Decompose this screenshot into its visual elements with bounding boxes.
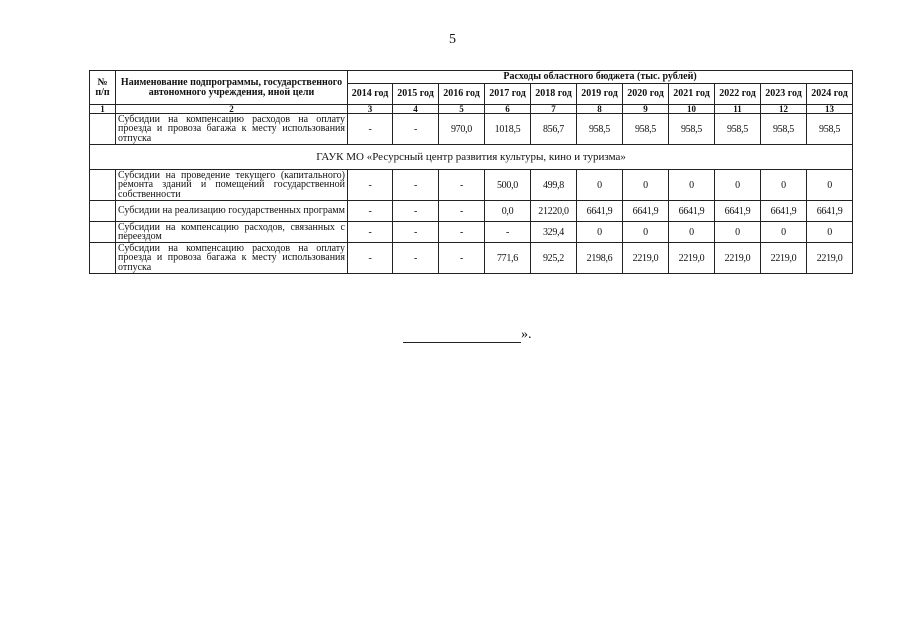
row-number [90,201,116,222]
row-value: 2219,0 [807,243,853,274]
row-value: 958,5 [669,114,715,145]
row-value: 2219,0 [761,243,807,274]
section-row [90,145,853,170]
budget-table [89,70,853,274]
column-number: 9 [623,105,669,114]
row-name: Субсидии на проведение текущего (капитального) ремонта зданий и помещений государственной собственности [116,170,348,201]
row-value: 0 [577,222,623,243]
row-value: 0 [715,170,761,201]
row-value: 0 [715,222,761,243]
header-num: № п/п [90,71,116,105]
row-value: 0 [669,222,715,243]
row-value: - [393,201,439,222]
table-row [90,243,853,274]
table-row [90,222,853,243]
row-value: 499,8 [531,170,577,201]
row-value: 6641,9 [669,201,715,222]
row-number [90,114,116,145]
row-value: 6641,9 [761,201,807,222]
header-year: 2023 год [761,84,807,105]
row-value: - [348,243,393,274]
row-value: 6641,9 [577,201,623,222]
row-value: 0,0 [485,201,531,222]
table-row [90,170,853,201]
row-value: - [439,243,485,274]
row-value: 1018,5 [485,114,531,145]
row-value: 21220,0 [531,201,577,222]
page-number: 5 [449,32,456,47]
column-number: 3 [348,105,393,114]
column-number: 1 [90,105,116,114]
closing-mark [403,327,532,343]
row-value: 0 [761,170,807,201]
row-value: 2219,0 [669,243,715,274]
column-number: 6 [485,105,531,114]
row-value: 856,7 [531,114,577,145]
row-value: - [393,170,439,201]
column-number: 2 [116,105,348,114]
header-year: 2017 год [485,84,531,105]
row-value: - [485,222,531,243]
header-year: 2018 год [531,84,577,105]
column-number: 4 [393,105,439,114]
row-number [90,222,116,243]
row-value: 329,4 [531,222,577,243]
row-value: 0 [623,222,669,243]
row-name: Субсидии на реализацию государственных программ [116,201,348,222]
row-name: Субсидии на компенсацию расходов на оплату проезда и провоза багажа к месту использования отпуска [116,243,348,274]
row-value: 0 [623,170,669,201]
row-value: - [393,243,439,274]
header-year: 2022 год [715,84,761,105]
row-value: 6641,9 [623,201,669,222]
header-year: 2014 год [348,84,393,105]
section-title: ГАУК МО «Ресурсный центр развития культуры, кино и туризма» [90,145,853,170]
row-value: - [439,170,485,201]
row-name: Субсидии на компенсацию расходов, связанных с переездом [116,222,348,243]
header-row-1 [90,71,853,84]
row-value: 0 [577,170,623,201]
row-value: 6641,9 [807,201,853,222]
row-value: - [393,222,439,243]
row-value: - [393,114,439,145]
closing-quote: ». [521,327,532,342]
row-value: 0 [761,222,807,243]
row-value: 500,0 [485,170,531,201]
row-value: 958,5 [761,114,807,145]
row-value: 2198,6 [577,243,623,274]
row-number [90,170,116,201]
column-numbers-row [90,105,853,114]
row-value: 0 [669,170,715,201]
closing-underline [403,330,521,343]
row-value: 925,2 [531,243,577,274]
row-value: 0 [807,170,853,201]
column-number: 10 [669,105,715,114]
header-year: 2015 год [393,84,439,105]
column-number: 8 [577,105,623,114]
row-value: 958,5 [623,114,669,145]
table-row [90,201,853,222]
row-value: 970,0 [439,114,485,145]
row-value: - [348,222,393,243]
column-number: 5 [439,105,485,114]
header-year: 2024 год [807,84,853,105]
row-value: 771,6 [485,243,531,274]
header-year: 2021 год [669,84,715,105]
row-value: - [439,222,485,243]
row-value: - [348,201,393,222]
table-row [90,114,853,145]
row-value: - [348,114,393,145]
row-value: 0 [807,222,853,243]
column-number: 11 [715,105,761,114]
header-name: Наименование подпрограммы, государственного автономного учреждения, иной цели [116,71,348,105]
header-year: 2019 год [577,84,623,105]
header-year: 2020 год [623,84,669,105]
row-value: 6641,9 [715,201,761,222]
column-number: 12 [761,105,807,114]
row-value: 958,5 [807,114,853,145]
row-value: 958,5 [715,114,761,145]
row-number [90,243,116,274]
row-value: - [348,170,393,201]
row-value: 2219,0 [623,243,669,274]
header-year: 2016 год [439,84,485,105]
row-value: 2219,0 [715,243,761,274]
row-name: Субсидии на компенсацию расходов на оплату проезда и провоза багажа к месту использования отпуска [116,114,348,145]
row-value: 958,5 [577,114,623,145]
column-number: 13 [807,105,853,114]
column-number: 7 [531,105,577,114]
row-value: - [439,201,485,222]
header-expenses-group: Расходы областного бюджета (тыс. рублей) [348,71,853,84]
table-body [90,105,853,274]
